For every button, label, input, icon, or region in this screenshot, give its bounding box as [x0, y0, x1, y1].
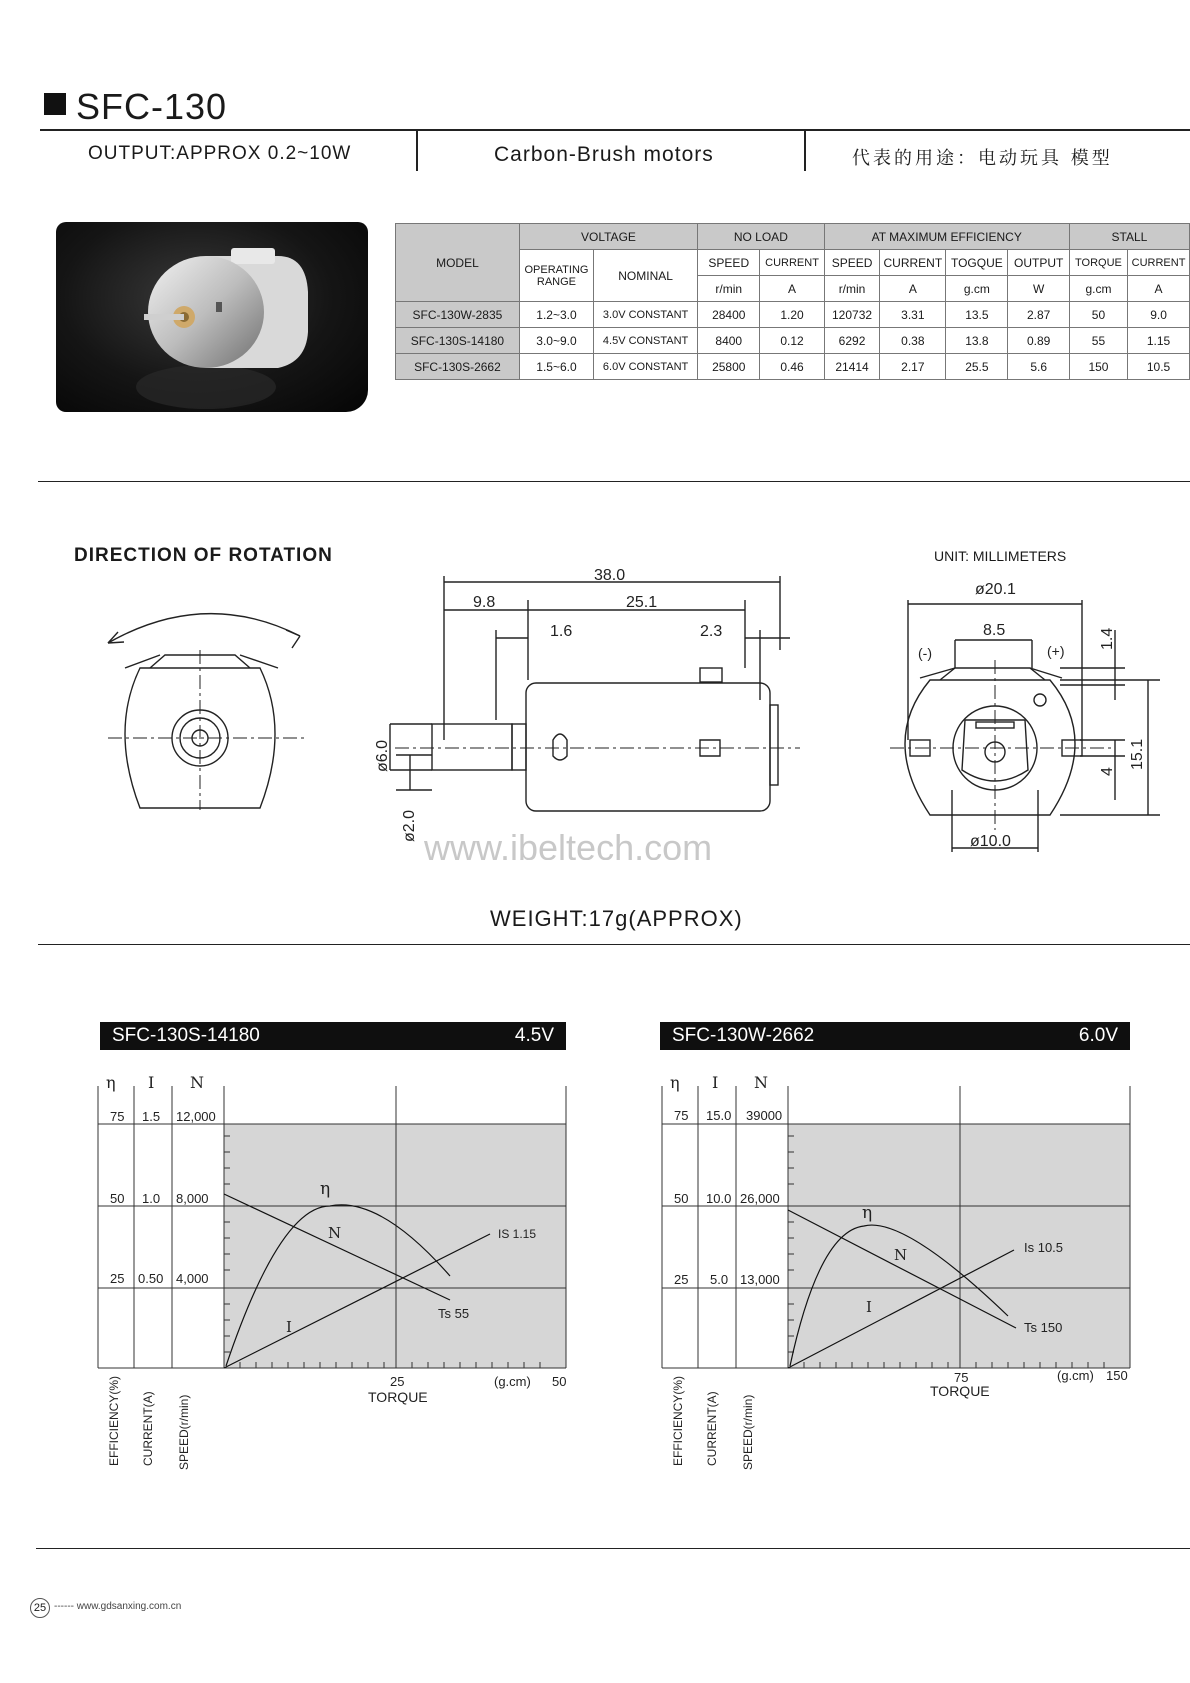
range-cell: 3.0~9.0 [519, 328, 593, 354]
chart-2-ts-label: Ts 150 [1024, 1320, 1063, 1335]
model-series-title: SFC-130 [76, 86, 228, 127]
divider [416, 131, 418, 171]
dim-dia-2: ø2.0 [401, 809, 418, 842]
chart-2-is-label: Is 10.5 [1024, 1240, 1064, 1255]
st-torque-header: TORQUE [1069, 250, 1127, 276]
footer-site[interactable]: ------ www.gdsanxing.com.cn [54, 1601, 182, 1612]
unit-cell: A [1128, 276, 1190, 302]
me-speed-cell: 6292 [824, 328, 880, 354]
dim-4: 4 [1099, 767, 1116, 776]
model-cell: SFC-130S-14180 [396, 328, 520, 354]
terminal-plus: (+) [1047, 643, 1065, 659]
table-row [396, 328, 1190, 354]
dim-dia-6: ø6.0 [374, 739, 391, 772]
chart-1-spd-axis-label: SPEED(r/min) [177, 1394, 191, 1470]
chart-2-spd-axis-label: SPEED(r/min) [741, 1394, 755, 1470]
chart-2-eta-label: η [862, 1203, 873, 1223]
me-output-cell: 0.89 [1008, 328, 1069, 354]
dim-38: 38.0 [594, 567, 626, 584]
chart-1-n-label: N [328, 1224, 342, 1242]
chart-2-n-label: N [894, 1246, 908, 1264]
me-speed-cell: 120732 [824, 302, 880, 328]
chart-2-cur-tick: 15.0 [706, 1108, 732, 1123]
me-current-cell: 3.31 [880, 302, 946, 328]
page-title [44, 86, 227, 128]
chart-1-model: SFC-130S-14180 [112, 1025, 260, 1046]
typical-usage: 代表的用途：电动玩具 模型 [852, 148, 1113, 169]
st-current-cell: 10.5 [1128, 354, 1190, 380]
chart-1-voltage: 4.5V [514, 1025, 554, 1046]
chart-2 [654, 1066, 1134, 1486]
no-load-header: NO LOAD [698, 224, 825, 250]
rotation-arrow [108, 614, 300, 643]
model-header: MODEL [396, 224, 520, 302]
chart-1-eta-label: η [320, 1179, 331, 1199]
st-torque-cell: 50 [1069, 302, 1127, 328]
unit-cell: A [880, 276, 946, 302]
operating-range-header: OPERATING RANGE [519, 250, 593, 302]
page-number: 25 [30, 1598, 50, 1618]
chart-2-x-label: TORQUE [930, 1383, 990, 1399]
chart-2-cur-axis-label: CURRENT(A) [705, 1391, 719, 1466]
chart-2-spd-symbol: N [754, 1073, 768, 1092]
technical-drawing [0, 560, 1190, 860]
chart-2-x-tick: 150 [1106, 1368, 1128, 1383]
dim-1-6: 1.6 [550, 623, 573, 640]
me-torque-cell: 13.5 [946, 302, 1008, 328]
unit-cell: g.cm [1069, 276, 1127, 302]
chart-2-x-tick: 75 [954, 1370, 969, 1385]
range-cell: 1.5~6.0 [519, 354, 593, 380]
chart-1-header [100, 1022, 566, 1050]
chart-2-eff-axis-label: EFFICIENCY(%) [671, 1376, 685, 1466]
divider [40, 129, 1190, 131]
dim-8-5: 8.5 [983, 622, 1006, 639]
chart-2-cur-tick: 5.0 [710, 1272, 729, 1287]
dim-dia-20-1: ø20.1 [975, 581, 1016, 598]
st-current-header: CURRENT [1128, 250, 1190, 276]
dim-dia-10: ø10.0 [970, 833, 1011, 850]
chart-1-x-tick: 50 [552, 1374, 567, 1389]
chart-1-spd-symbol: N [190, 1073, 204, 1092]
unit-cell: g.cm [946, 276, 1008, 302]
chart-2-eff-tick: 25 [674, 1272, 689, 1287]
max-efficiency-header: AT MAXIMUM EFFICIENCY [824, 224, 1069, 250]
unit-cell: r/min [824, 276, 880, 302]
chart-2-i-label: I [866, 1298, 872, 1316]
model-cell: SFC-130W-2835 [396, 302, 520, 328]
unit-label: UNIT: MILLIMETERS [934, 548, 1067, 564]
chart-1-eff-tick: 25 [110, 1271, 125, 1286]
chart-1-eff-tick: 50 [110, 1191, 125, 1206]
chart-2-cur-symbol: I [712, 1073, 719, 1092]
chart-1-cur-axis-label: CURRENT(A) [141, 1391, 155, 1466]
range-cell: 1.2~3.0 [519, 302, 593, 328]
chart-1-x-unit: (g.cm) [494, 1374, 531, 1389]
nl-speed-header: SPEED [698, 250, 760, 276]
chart-2-eff-tick: 50 [674, 1191, 689, 1206]
nominal-cell: 6.0V CONSTANT [594, 354, 698, 380]
chart-2-cur-tick: 10.0 [706, 1191, 732, 1206]
chart-2-spd-tick: 13,000 [740, 1272, 780, 1287]
st-current-cell: 9.0 [1128, 302, 1190, 328]
chart-1-x-label: TORQUE [368, 1389, 428, 1405]
weight: WEIGHT:17g(APPROX) [490, 906, 743, 931]
chart-2-header [660, 1022, 1130, 1050]
me-output-header: OUTPUT [1008, 250, 1069, 276]
dim-15-1: 15.1 [1129, 738, 1146, 770]
chart-2-eff-symbol: η [670, 1073, 680, 1092]
st-torque-cell: 55 [1069, 328, 1127, 354]
dim-1-4: 1.4 [1099, 627, 1116, 650]
chart-1-ts-label: Ts 55 [438, 1306, 470, 1321]
terminal-minus: (-) [918, 645, 932, 661]
chart-1-is-label: IS 1.15 [498, 1227, 537, 1241]
me-torque-header: TOGQUE [946, 250, 1008, 276]
rotation-title: DIRECTION OF ROTATION [74, 545, 333, 566]
me-current-cell: 2.17 [880, 354, 946, 380]
divider [804, 131, 806, 171]
nl-speed-cell: 8400 [698, 328, 760, 354]
nl-current-header: CURRENT [760, 250, 824, 276]
chart-1-i-label: I [286, 1318, 292, 1336]
nl-current-cell: 1.20 [760, 302, 824, 328]
me-current-cell: 0.38 [880, 328, 946, 354]
dim-25-1: 25.1 [626, 594, 658, 611]
unit-cell: r/min [698, 276, 760, 302]
chart-1-eff-tick: 75 [110, 1109, 125, 1124]
table-row [396, 354, 1190, 380]
me-torque-cell: 13.8 [946, 328, 1008, 354]
unit-cell: W [1008, 276, 1069, 302]
unit-cell: A [760, 276, 824, 302]
nl-speed-cell: 25800 [698, 354, 760, 380]
nl-current-cell: 0.12 [760, 328, 824, 354]
chart-1-eff-symbol: η [106, 1073, 116, 1092]
spec-table [395, 223, 1190, 380]
chart-1-spd-tick: 4,000 [176, 1271, 209, 1286]
nominal-header: NOMINAL [594, 250, 698, 302]
chart-2-x-unit: (g.cm) [1057, 1368, 1094, 1383]
chart-1 [90, 1066, 580, 1486]
divider [38, 944, 1190, 945]
spec-table-container [395, 220, 1190, 390]
table-row [396, 302, 1190, 328]
chart-1-cur-symbol: I [148, 1073, 155, 1092]
motor-image [56, 222, 368, 412]
chart-2-model: SFC-130W-2662 [672, 1025, 815, 1046]
divider [36, 1548, 1190, 1549]
chart-1-x-tick: 25 [390, 1374, 405, 1389]
nl-speed-cell: 28400 [698, 302, 760, 328]
motor-type: Carbon-Brush motors [494, 143, 714, 166]
chart-1-cur-tick: 0.50 [138, 1271, 164, 1286]
me-current-header: CURRENT [880, 250, 946, 276]
dim-9-8: 9.8 [473, 594, 496, 611]
stall-header: STALL [1069, 224, 1189, 250]
me-output-cell: 2.87 [1008, 302, 1069, 328]
divider [38, 481, 1190, 482]
chart-1-spd-tick: 12,000 [176, 1109, 216, 1124]
me-torque-cell: 25.5 [946, 354, 1008, 380]
chart-2-eff-tick: 75 [674, 1108, 689, 1123]
chart-1-cur-tick: 1.0 [142, 1191, 161, 1206]
nl-current-cell: 0.46 [760, 354, 824, 380]
model-cell: SFC-130S-2662 [396, 354, 520, 380]
dim-2-3: 2.3 [700, 623, 723, 640]
output-range: OUTPUT:APPROX 0.2~10W [88, 143, 352, 164]
nominal-cell: 3.0V CONSTANT [594, 302, 698, 328]
chart-2-spd-tick: 26,000 [740, 1191, 780, 1206]
watermark: www.ibeltech.com [424, 827, 713, 860]
motor-photo [56, 222, 368, 412]
me-speed-header: SPEED [824, 250, 880, 276]
side-can [526, 683, 770, 811]
me-output-cell: 5.6 [1008, 354, 1069, 380]
voltage-header: VOLTAGE [519, 224, 697, 250]
st-torque-cell: 150 [1069, 354, 1127, 380]
chart-1-eff-axis-label: EFFICIENCY(%) [107, 1376, 121, 1466]
chart-1-spd-tick: 8,000 [176, 1191, 209, 1206]
chart-2-spd-tick: 39000 [746, 1108, 783, 1123]
chart-2-voltage: 6.0V [1078, 1025, 1118, 1046]
square-bullet-icon [44, 93, 66, 115]
me-speed-cell: 21414 [824, 354, 880, 380]
st-current-cell: 1.15 [1128, 328, 1190, 354]
chart-1-cur-tick: 1.5 [142, 1109, 161, 1124]
nominal-cell: 4.5V CONSTANT [594, 328, 698, 354]
